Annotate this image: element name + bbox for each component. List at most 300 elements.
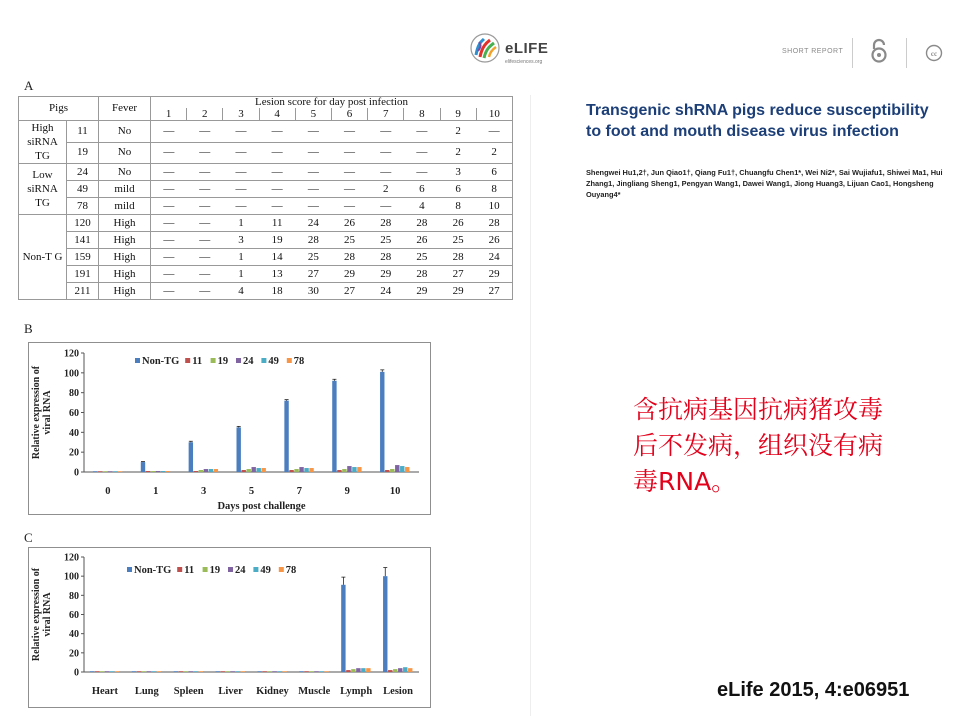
lesion-score: — [223, 181, 259, 198]
day-header: 8 [404, 108, 440, 121]
bar-24 [231, 671, 235, 672]
bar-11 [337, 470, 341, 472]
lesion-score: — [151, 198, 187, 215]
bar-78 [166, 471, 170, 472]
lesion-score: — [404, 164, 440, 181]
group-label: Non-T G [19, 215, 67, 300]
col-header-lesion: Lesion score for day post infection [151, 97, 513, 109]
bar-non-tg [284, 401, 288, 472]
bar-49 [209, 469, 213, 472]
bar-11 [221, 671, 225, 672]
bar-49 [161, 471, 165, 472]
bar-49 [277, 671, 281, 672]
lesion-score: 28 [404, 215, 440, 232]
bar-49 [319, 671, 323, 672]
pig-id: 78 [67, 198, 99, 215]
bar-78 [282, 671, 286, 672]
lesion-score: 25 [440, 232, 476, 249]
bar-non-tg [257, 671, 261, 672]
lesion-score: — [223, 121, 259, 143]
lesion-score: 24 [295, 215, 331, 232]
legend-label: Non-TG [134, 565, 172, 576]
chinese-annotation: 含抗病基因抗病猪攻毒后不发病，组织没有病毒RNA。 [633, 395, 884, 496]
x-category-label: Kidney [256, 686, 289, 697]
y-tick-label: 40 [69, 629, 79, 641]
lesion-score: 28 [368, 249, 404, 266]
y-tick-label: 80 [69, 388, 79, 400]
lesion-score: 11 [259, 215, 295, 232]
bar-11 [289, 470, 293, 472]
legend-swatch [228, 567, 233, 572]
lesion-score: — [368, 142, 404, 164]
pig-id: 11 [67, 121, 99, 143]
lesion-score: 29 [476, 266, 512, 283]
bar-11 [95, 671, 99, 672]
lesion-score: 28 [404, 266, 440, 283]
x-category-label: Liver [218, 686, 243, 697]
legend-label: 78 [285, 565, 297, 576]
lesion-score: — [187, 142, 223, 164]
bar-78 [309, 468, 313, 472]
fever-value: High [99, 215, 151, 232]
lesion-score: 3 [223, 232, 259, 249]
lesion-score: 1 [223, 249, 259, 266]
y-tick-label: 20 [69, 447, 79, 459]
bar-11 [98, 471, 102, 472]
legend-label: 11 [192, 356, 203, 367]
bar-19 [151, 471, 155, 472]
lesion-score: — [368, 121, 404, 143]
bar-non-tg [380, 372, 384, 472]
bar-19 [226, 671, 230, 672]
bar-78 [366, 668, 370, 672]
day-header: 6 [331, 108, 367, 121]
bar-11 [179, 671, 183, 672]
bar-78 [115, 671, 119, 672]
fever-value: No [99, 121, 151, 143]
y-tick-label: 120 [64, 552, 79, 564]
brand-url: elifesciences.org [505, 59, 543, 65]
bar-19 [342, 469, 346, 472]
lesion-score: — [368, 164, 404, 181]
lesion-score: 8 [440, 198, 476, 215]
lesion-score: — [187, 164, 223, 181]
bar-24 [105, 671, 109, 672]
lesion-score: — [187, 121, 223, 143]
chart-b-frame [28, 342, 431, 515]
panel-b-label: B [24, 321, 33, 336]
svg-text:cc: cc [930, 50, 938, 58]
bar-78 [199, 671, 203, 672]
lesion-score: 27 [331, 283, 367, 300]
viral-rna-by-day-chart [29, 343, 430, 514]
bar-24 [299, 467, 303, 472]
lesion-score: 14 [259, 249, 295, 266]
table-row [19, 198, 513, 215]
bar-19 [247, 469, 251, 472]
group-label: High siRNA TG [19, 121, 67, 164]
bar-49 [113, 471, 117, 472]
bar-49 [236, 671, 240, 672]
lesion-score: — [368, 198, 404, 215]
bar-11 [194, 471, 198, 472]
lesion-score: 10 [476, 198, 512, 215]
lesion-score: 3 [440, 164, 476, 181]
lesion-score: — [404, 142, 440, 164]
table-row [19, 164, 513, 181]
fever-value: mild [99, 198, 151, 215]
bar-24 [204, 469, 208, 472]
lesion-score: 25 [331, 232, 367, 249]
x-category-label: Lymph [340, 686, 373, 697]
pig-id: 191 [67, 266, 99, 283]
bar-non-tg [299, 671, 303, 672]
day-header: 4 [259, 108, 295, 121]
table-row [19, 249, 513, 266]
lesion-score: 27 [295, 266, 331, 283]
bar-24 [272, 671, 276, 672]
col-header-pigs: Pigs [19, 97, 99, 121]
x-category-label: 9 [344, 486, 350, 497]
x-axis-label: Days post challenge [217, 501, 306, 512]
bar-19 [184, 671, 188, 672]
bar-78 [408, 668, 412, 672]
paper-title: Transgenic shRNA pigs reduce susceptibility to foot and mouth disease virus infection [586, 102, 929, 140]
legend-label: 11 [184, 565, 195, 576]
legend-label: 78 [293, 356, 305, 367]
lesion-score: — [187, 215, 223, 232]
lesion-score: 1 [223, 266, 259, 283]
lesion-score: 2 [440, 142, 476, 164]
bar-24 [252, 467, 256, 472]
day-header: 9 [440, 108, 476, 121]
bar-24 [395, 465, 399, 472]
brand-name: eLIFE [505, 40, 549, 57]
x-category-label: Lung [134, 686, 159, 697]
day-header: 3 [223, 108, 259, 121]
bar-11 [146, 471, 150, 472]
legend-label: 49 [260, 565, 271, 576]
bar-49 [152, 671, 156, 672]
bar-non-tg [237, 427, 241, 472]
bar-11 [346, 670, 350, 672]
open-access-icon [869, 37, 889, 65]
pig-id: 211 [67, 283, 99, 300]
x-category-label: 10 [389, 486, 401, 497]
lesion-score: 27 [476, 283, 512, 300]
lesion-score: — [259, 121, 295, 143]
legend-swatch [177, 567, 182, 572]
lesion-score: 29 [331, 266, 367, 283]
lesion-score: — [476, 121, 512, 143]
header-divider [852, 38, 853, 68]
lesion-score: — [187, 181, 223, 198]
day-header: 7 [368, 108, 404, 121]
bar-19 [294, 469, 298, 472]
day-header: 10 [476, 108, 512, 121]
bar-non-tg [93, 471, 97, 472]
lesion-score: — [223, 164, 259, 181]
lesion-score: 28 [295, 232, 331, 249]
lesion-score: 26 [440, 215, 476, 232]
lesion-score: 28 [440, 249, 476, 266]
lesion-score: — [187, 266, 223, 283]
y-tick-label: 100 [64, 368, 79, 380]
bar-non-tg [90, 671, 94, 672]
pig-id: 19 [67, 142, 99, 164]
group-label: Low siRNA TG [19, 164, 67, 215]
lesion-score: 29 [368, 266, 404, 283]
lesion-score: 2 [476, 142, 512, 164]
bar-24 [156, 471, 160, 472]
legend-swatch [236, 358, 241, 363]
lesion-score: — [331, 121, 367, 143]
bar-non-tg [332, 381, 336, 472]
header-divider-2 [906, 38, 907, 68]
lesion-score: — [295, 121, 331, 143]
lesion-score: 28 [331, 249, 367, 266]
lesion-score: — [259, 198, 295, 215]
lesion-score: — [187, 283, 223, 300]
bar-49 [403, 667, 407, 672]
lesion-score: — [187, 249, 223, 266]
lesion-score: — [223, 142, 259, 164]
lesion-score: — [151, 266, 187, 283]
legend-label: 24 [235, 565, 246, 576]
bar-11 [385, 470, 389, 472]
lesion-score: 1 [223, 215, 259, 232]
bar-78 [262, 468, 266, 472]
bar-24 [147, 671, 151, 672]
bar-78 [405, 467, 409, 472]
pig-id: 141 [67, 232, 99, 249]
lesion-score: 24 [368, 283, 404, 300]
lesion-score: 25 [295, 249, 331, 266]
bar-non-tg [141, 462, 145, 472]
creative-commons-icon [925, 44, 943, 62]
lesion-score: — [151, 249, 187, 266]
lesion-score: — [259, 181, 295, 198]
table-header-row [19, 97, 513, 109]
x-category-label: Lesion [383, 686, 413, 697]
bar-49 [194, 671, 198, 672]
lesion-score: — [187, 198, 223, 215]
bar-24 [108, 471, 112, 472]
table-row [19, 121, 513, 143]
bar-11 [137, 671, 141, 672]
lesion-score: 26 [404, 232, 440, 249]
bar-non-tg [189, 442, 193, 472]
bar-19 [142, 671, 146, 672]
fever-value: High [99, 249, 151, 266]
lesion-score: — [223, 198, 259, 215]
bar-78 [214, 469, 218, 472]
legend-label: 49 [268, 356, 279, 367]
lesion-score: 6 [440, 181, 476, 198]
y-axis-label: Relative expression ofviral RNA [31, 365, 53, 460]
table-row [19, 181, 513, 198]
viral-rna-by-tissue-chart [29, 548, 430, 707]
lesion-score: — [259, 164, 295, 181]
lesion-score: 2 [368, 181, 404, 198]
y-tick-label: 20 [69, 648, 79, 660]
legend-swatch [287, 358, 292, 363]
lesion-score: — [295, 181, 331, 198]
x-category-label: 7 [296, 486, 302, 497]
lesion-score: 4 [223, 283, 259, 300]
pig-id: 120 [67, 215, 99, 232]
col-header-fever: Fever [99, 97, 151, 121]
lesion-score: 28 [368, 215, 404, 232]
pig-id: 49 [67, 181, 99, 198]
x-category-label: 5 [248, 486, 255, 497]
bar-24 [347, 466, 351, 472]
bar-11 [262, 671, 266, 672]
lesion-score: 25 [368, 232, 404, 249]
bar-19 [267, 671, 271, 672]
bar-11 [242, 470, 246, 472]
x-category-label: 1 [153, 486, 159, 497]
paper-authors: Shengwei Hu1,2†, Jun Qiao1†, Qiang Fu1†, Chuangfu Chen1*, Wei Ni2*, Sai Wujiafu1, Shiwei Ma1, Hui Zhang1, Jingliang Sheng1, Pengyan Wang1, Dawei Wang1, Jiong Huang3, Lijuan Cao1, Hongsheng Ouyang4* [586, 168, 943, 199]
pig-id: 159 [67, 249, 99, 266]
lesion-score: — [187, 232, 223, 249]
lesion-score-table [18, 96, 513, 300]
legend-label: 19 [217, 356, 229, 367]
x-category-label: Heart [91, 686, 119, 697]
table-row [19, 232, 513, 249]
bar-non-tg [132, 671, 136, 672]
bar-19 [393, 669, 397, 672]
elife-logo-icon [470, 33, 500, 63]
fever-value: High [99, 232, 151, 249]
bar-19 [100, 671, 104, 672]
lesion-score: — [331, 181, 367, 198]
legend-swatch [253, 567, 258, 572]
x-category-label: Muscle [298, 686, 331, 697]
lesion-score: — [151, 121, 187, 143]
lesion-score: — [295, 142, 331, 164]
bar-19 [199, 470, 203, 472]
day-header: 5 [295, 108, 331, 121]
legend-swatch [279, 567, 284, 572]
day-header: 2 [187, 108, 223, 121]
legend-label: 24 [243, 356, 254, 367]
legend-swatch [203, 567, 208, 572]
bar-49 [352, 467, 356, 472]
bar-78 [241, 671, 245, 672]
citation: eLife 2015, 4:e06951 [717, 679, 910, 701]
bar-11 [304, 671, 308, 672]
bar-78 [157, 671, 161, 672]
x-category-label: Spleen [173, 686, 204, 697]
bar-78 [357, 467, 361, 472]
lesion-score: — [331, 198, 367, 215]
lesion-score: — [331, 142, 367, 164]
bar-19 [309, 671, 313, 672]
panel-a-label: A [24, 78, 34, 93]
lesion-score: — [151, 181, 187, 198]
y-tick-label: 60 [69, 408, 79, 419]
lesion-score: 6 [404, 181, 440, 198]
bar-49 [361, 668, 365, 672]
y-tick-label: 40 [69, 427, 79, 439]
fever-value: mild [99, 181, 151, 198]
bar-19 [351, 669, 355, 672]
table-row [19, 215, 513, 232]
lesion-score: 18 [259, 283, 295, 300]
table-row [19, 283, 513, 300]
pig-id: 24 [67, 164, 99, 181]
lesion-score: 13 [259, 266, 295, 283]
lesion-score: 27 [440, 266, 476, 283]
lesion-score: 24 [476, 249, 512, 266]
lesion-score: — [151, 164, 187, 181]
chart-c-frame [28, 547, 431, 708]
lesion-score: — [404, 121, 440, 143]
bar-non-tg [216, 671, 220, 672]
legend-label: Non-TG [142, 356, 180, 367]
x-category-label: 0 [105, 486, 111, 497]
y-tick-label: 0 [74, 667, 79, 679]
x-category-label: 3 [201, 486, 207, 497]
legend-label: 19 [209, 565, 221, 576]
lesion-score: 29 [440, 283, 476, 300]
lesion-score: 28 [476, 215, 512, 232]
lesion-score: 2 [440, 121, 476, 143]
panel-c-label: C [24, 530, 33, 545]
fever-value: High [99, 266, 151, 283]
fever-value: No [99, 164, 151, 181]
y-tick-label: 80 [69, 590, 79, 602]
table-row [19, 266, 513, 283]
y-axis-label: Relative expression ofviral RNA [31, 567, 53, 662]
lesion-score: 8 [476, 181, 512, 198]
lesion-score: — [151, 142, 187, 164]
bar-11 [388, 670, 392, 672]
lesion-score: 29 [404, 283, 440, 300]
fever-value: High [99, 283, 151, 300]
y-tick-label: 60 [69, 610, 79, 621]
bar-19 [390, 469, 394, 472]
bar-24 [398, 668, 402, 672]
bar-24 [356, 668, 360, 672]
legend-swatch [211, 358, 216, 363]
bar-78 [324, 671, 328, 672]
bar-49 [400, 466, 404, 472]
bar-non-tg [341, 585, 345, 672]
legend-swatch [185, 358, 190, 363]
lesion-score: — [151, 283, 187, 300]
bar-non-tg [174, 671, 178, 672]
fever-value: No [99, 142, 151, 164]
bar-49 [304, 468, 308, 472]
lesion-score: 25 [404, 249, 440, 266]
lesion-score: — [331, 164, 367, 181]
lesion-score: — [151, 232, 187, 249]
bar-78 [118, 471, 122, 472]
page-divider [530, 95, 531, 716]
table-row [19, 142, 513, 164]
bar-non-tg [383, 576, 387, 672]
legend-swatch [135, 358, 140, 363]
bar-49 [110, 671, 114, 672]
lesion-score: — [295, 198, 331, 215]
bar-24 [314, 671, 318, 672]
bar-24 [189, 671, 193, 672]
lesion-score: — [151, 215, 187, 232]
bar-49 [257, 468, 261, 472]
day-header: 1 [151, 108, 187, 121]
